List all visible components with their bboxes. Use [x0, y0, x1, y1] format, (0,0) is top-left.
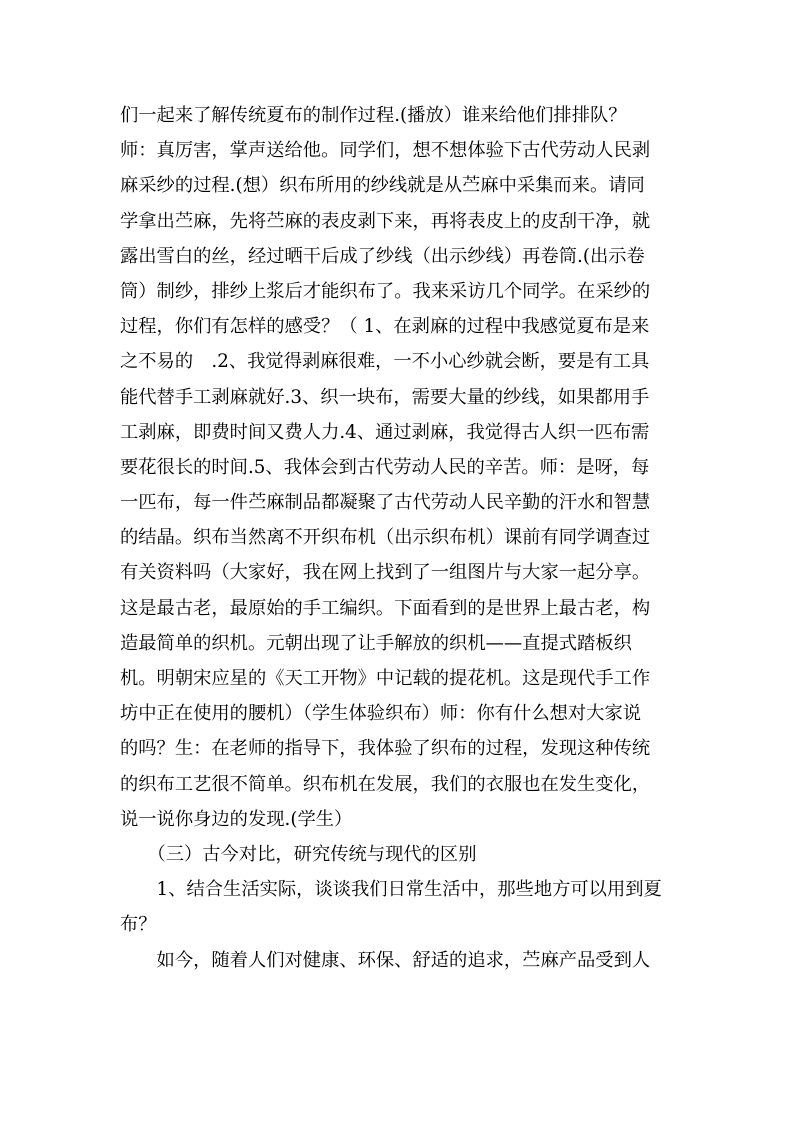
section-heading: （三）古今对比，研究传统与现代的区别	[120, 843, 477, 865]
document-body	[120, 98, 680, 978]
text-line: 露出雪白的丝，经过晒干后成了纱线（出示纱线）再卷筒.(出示卷	[120, 245, 645, 267]
text-line: 能代替手工剥麻就好.3、织一块布，需要大量的纱线，如果都用手	[120, 386, 650, 408]
text-line: 麻采纱的过程.(想）织布所用的纱线就是从苎麻中采集而来。请同	[120, 175, 645, 197]
text-line: 的织布工艺很不简单。织布机在发展，我们的衣服也在发生变化，	[120, 773, 651, 795]
text-line: 有关资料吗（大家好，我在网上找到了一组图片与大家一起分享。	[120, 562, 651, 584]
text-line: 们一起来了解传统夏布的制作过程.(播放）谁来给他们排排队？	[120, 105, 627, 126]
text-line: 机。明朝宋应星的《天工开物》中记载的提花机。这是现代手工作	[120, 668, 651, 689]
text-line: 布？	[120, 914, 157, 936]
text-line: 学拿出苎麻，先将苎麻的表皮剥下来，再将表皮上的皮刮干净，就	[120, 210, 651, 232]
text-line: 之不易的 .2、我觉得剥麻很难，一不小心纱就会断，要是有工具	[120, 351, 650, 373]
text-line: 师：真厉害，掌声送给他。同学们，想不想体验下古代劳动人民剥	[120, 140, 651, 162]
text-line: 要花很长的时间.5、我体会到古代劳动人民的辛苦。师：是呀，每	[120, 456, 650, 478]
text-line: 1、结合生活实际，谈谈我们日常生活中，那些地方可以用到夏	[120, 879, 662, 901]
text-line: 过程，你们有怎样的感受？（ 1、在剥麻的过程中我感觉夏布是来	[120, 316, 650, 338]
text-line: 的结晶。织布当然离不开织布机（出示织布机）课前有同学调查过	[120, 527, 651, 549]
text-line: 造最简单的织机。元朝出现了让手解放的织机——直提式踏板织	[120, 632, 632, 654]
text-line: 工剥麻，即费时间又费人力.4、通过剥麻，我觉得古人织一匹布需	[120, 421, 650, 443]
text-line: 的吗？生：在老师的指导下，我体验了织布的过程，发现这种传统	[120, 738, 651, 760]
text-line: 如今，随着人们对健康、环保、舒适的追求，苎麻产品受到人	[120, 949, 651, 971]
text-line: 筒）制纱，排纱上浆后才能织布了。我来采访几个同学。在采纱的	[120, 280, 651, 302]
text-line: 一匹布，每一件苎麻制品都凝聚了古代劳动人民辛勤的汗水和智慧	[120, 492, 651, 514]
text-line: 坊中正在使用的腰机）（学生体验织布）师：你有什么想对大家说	[120, 703, 642, 725]
text-line: 这是最古老，最原始的手工编织。下面看到的是世界上最古老，构	[120, 597, 651, 619]
text-line: 说一说你身边的发现.(学生）	[120, 808, 353, 830]
